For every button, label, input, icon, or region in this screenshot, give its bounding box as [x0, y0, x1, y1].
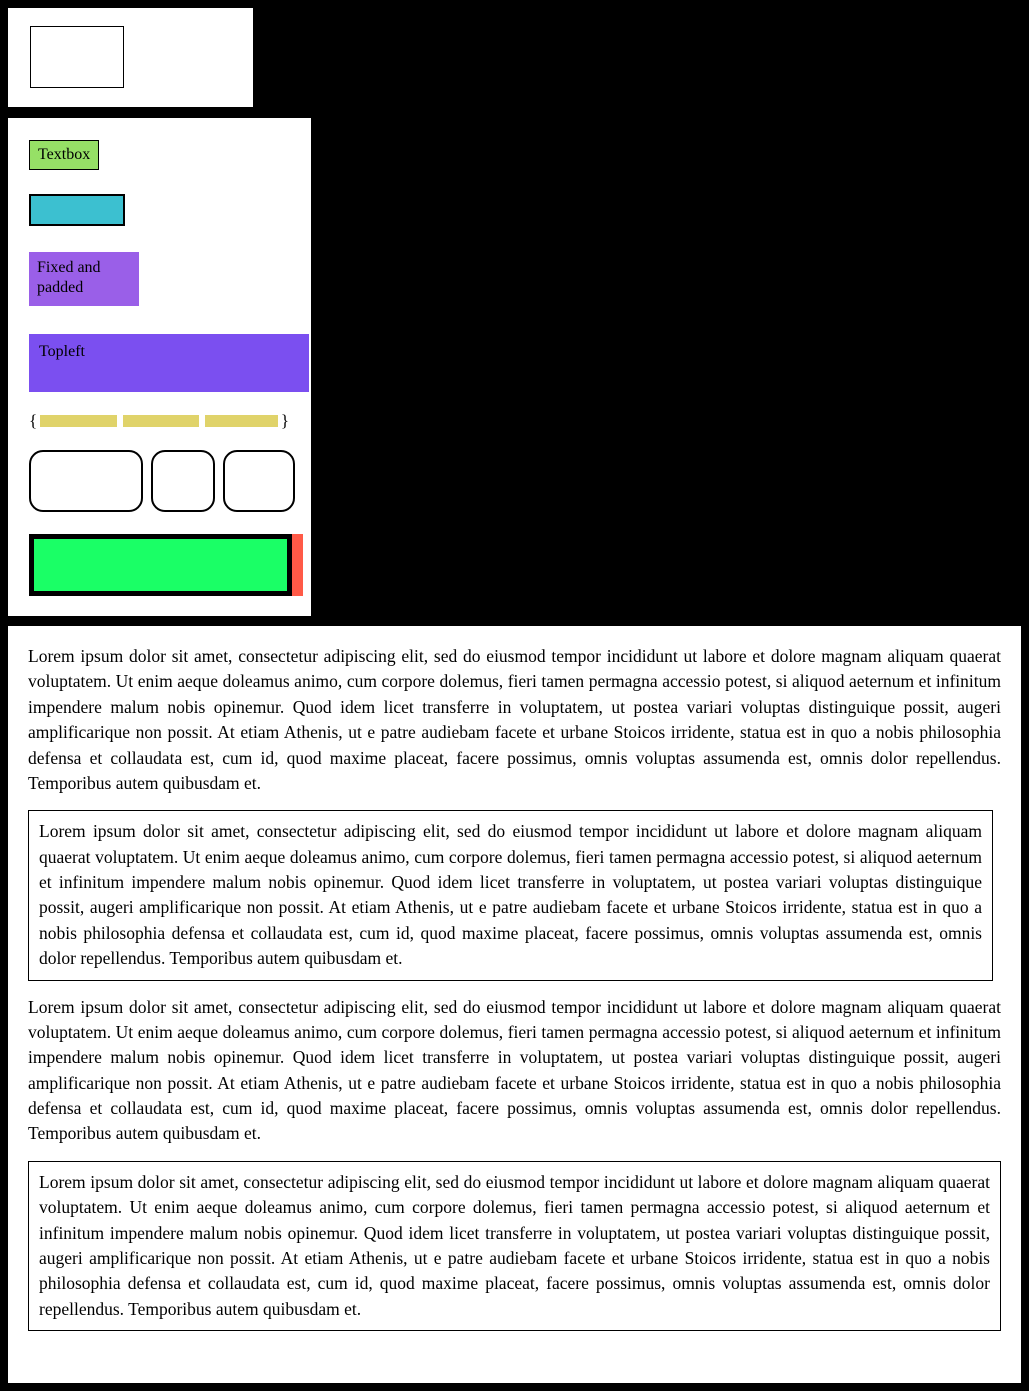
boxes-panel: [8, 118, 311, 616]
brace-open: {: [29, 411, 38, 430]
khaki-bar-2: [123, 415, 200, 427]
brace-bar-row: [29, 410, 289, 432]
brace-close: }: [280, 411, 290, 430]
green-bar-outer: [29, 534, 303, 596]
khaki-bar-1: [40, 415, 117, 427]
top-panel: [8, 8, 253, 107]
rounded-box-2: [151, 450, 215, 512]
paragraph-1: Lorem ipsum dolor sit amet, consectetur adipiscing elit, sed do eiusmod tempor incididunt ut labore et dolore magnam aliquam quaerat voluptatem. Ut enim aeque doleamus animo, cum corpore dolemus, fieri tamen permagna accessio potest, si aliquod aeternum et infinitum impendere malum nobis opinemur. Quod idem licet transferre in voluptatem, ut postea variari voluptas distinguique possit, augeri amplificarique non possit. At etiam Athenis, ut e patre audiebam facete et urbane Stoicos irridente, statua est in quo a nobis philosophia defensa et collaudata est, cum id, quod maxime placeat, facere possimus, omnis voluptas assumenda est, omnis dolor repellendus. Temporibus autem quibusdam et.: [28, 646, 1001, 793]
empty-box: [30, 26, 124, 88]
framed-paragraph-2: Lorem ipsum dolor sit amet, consectetur adipiscing elit, sed do eiusmod tempor incididunt ut labore et dolore magnam aliquam quaerat voluptatem. Ut enim aeque doleamus animo, cum corpore dolemus, fieri tamen permagna accessio potest, si aliquod aeternum et infinitum impendere malum nobis opinemur. Quod idem licet transferre in voluptatem, ut postea variari voluptas distinguique possit, augeri amplificarique non possit. At etiam Athenis, ut e patre audiebam facete et urbane Stoicos irridente, statua est in quo a nobis philosophia defensa et collaudata est, cum id, quod maxime placeat, facere possimus, omnis voluptas assumenda est, omnis dolor repellendus. Temporibus autem quibusdam et.: [39, 1171, 990, 1319]
framed-paragraph-1: Lorem ipsum dolor sit amet, consectetur adipiscing elit, sed do eiusmod tempor incididunt ut labore et dolore magnam aliquam quaerat voluptatem. Ut enim aeque doleamus animo, cum corpore dolemus, fieri tamen permagna accessio potest, si aliquod aeternum et infinitum impendere malum nobis opinemur. Quod idem licet transferre in voluptatem, ut postea variari voluptas distinguique possit, augeri amplificarique non possit. At etiam Athenis, ut e patre audiebam facete et urbane Stoicos irridente, statua est in quo a nobis philosophia defensa et collaudata est, cum id, quod maxime placeat, facere possimus, omnis voluptas assumenda est, omnis dolor repellendus. Temporibus autem quibusdam et.: [39, 821, 982, 969]
framed-block-2: [28, 1161, 1001, 1331]
textbox-sample: Textbox: [29, 140, 99, 170]
rounded-box-row: [29, 450, 295, 512]
document-body: [8, 626, 1021, 1383]
teal-box-sample: [29, 194, 125, 226]
paragraph-2: Lorem ipsum dolor sit amet, consectetur adipiscing elit, sed do eiusmod tempor incididunt ut labore et dolore magnam aliquam quaerat voluptatem. Ut enim aeque doleamus animo, cum corpore dolemus, fieri tamen permagna accessio potest, si aliquod aeternum et infinitum impendere malum nobis opinemur. Quod idem licet transferre in voluptatem, ut postea variari voluptas distinguique possit, augeri amplificarique non possit. At etiam Athenis, ut e patre audiebam facete et urbane Stoicos irridente, statua est in quo a nobis philosophia defensa et collaudata est, cum id, quod maxime placeat, facere possimus, omnis voluptas assumenda est, omnis dolor repellendus. Temporibus autem quibusdam et.: [28, 996, 1001, 1144]
green-bar-inner: [29, 534, 292, 596]
khaki-bar-3: [205, 415, 278, 427]
fixed-padded-box-sample: Fixed and padded: [29, 252, 139, 306]
topleft-box-sample: Topleft: [29, 334, 309, 392]
rounded-box-1: [29, 450, 143, 512]
rounded-box-3: [223, 450, 295, 512]
framed-block-1: [28, 810, 993, 980]
